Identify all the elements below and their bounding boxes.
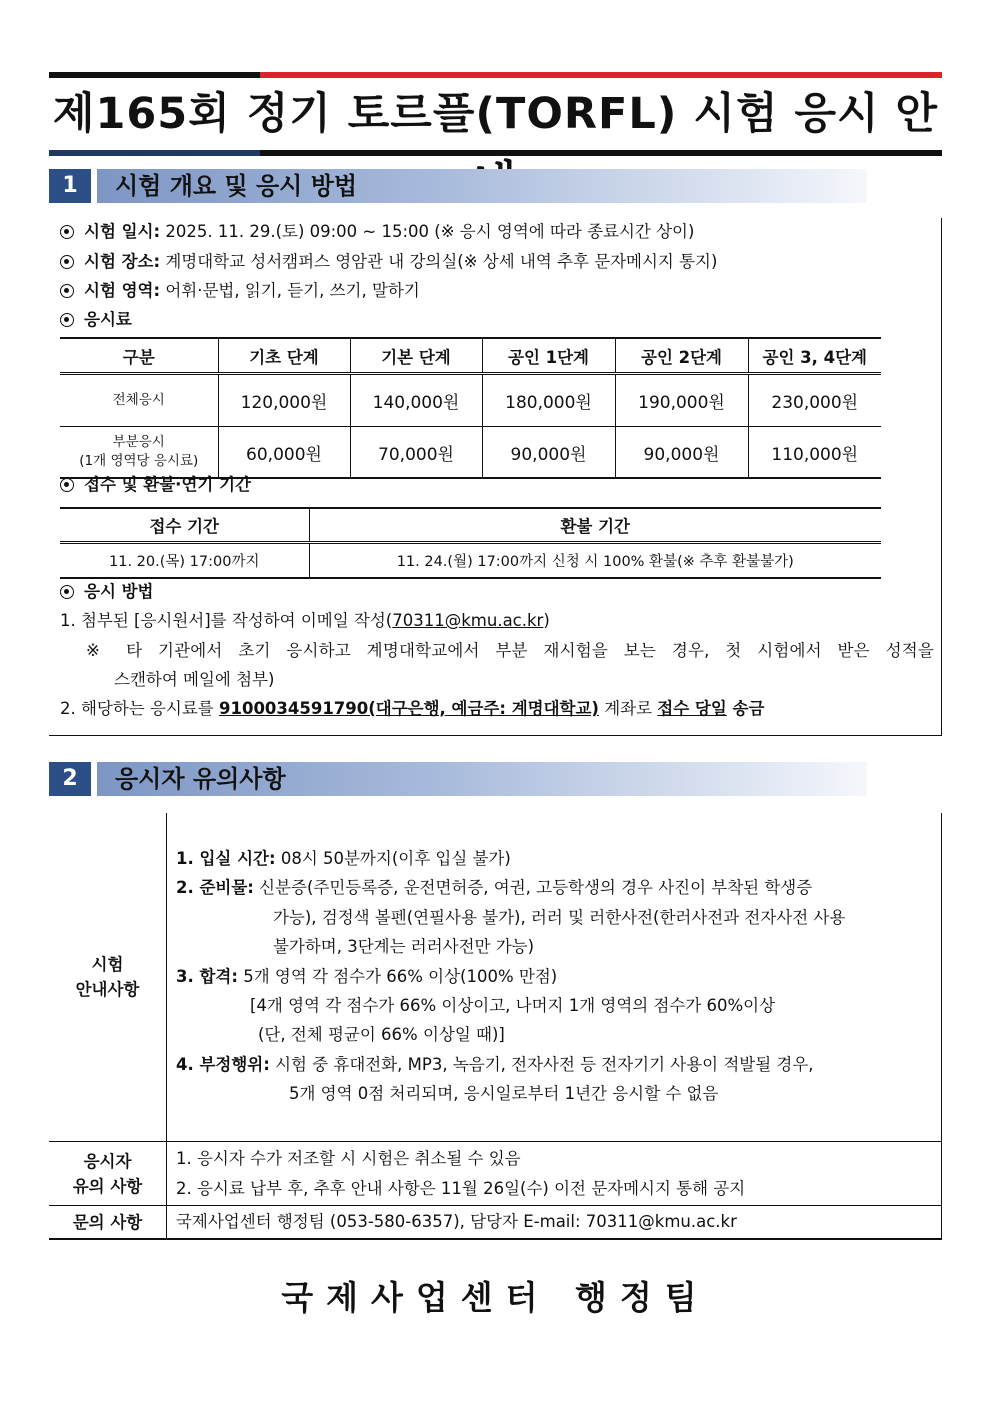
period-header: 환불 기간 (309, 508, 881, 543)
period-header: 접수 기간 (60, 508, 309, 543)
fee-cell: 180,000원 (482, 374, 615, 427)
fee-cell: 120,000원 (218, 374, 350, 427)
method-2-text: 2. 해당하는 응시료를 (60, 699, 219, 718)
fee-header: 공인 2단계 (615, 338, 748, 374)
method-heading-line (60, 580, 154, 604)
section-1-heading: 시험 개요 및 응시 방법 (97, 169, 867, 203)
table-row (60, 374, 881, 427)
method-1-text: 1. 첨부된 [응시원서]를 작성하여 이메일 작성( (60, 611, 393, 630)
table-row (49, 1206, 942, 1240)
page-title: 제165회 정기 토르플(TORFL) 시험 응시 안 (52, 89, 939, 139)
table-row (60, 543, 881, 579)
guide-item-2 (176, 873, 812, 903)
fee-row-label-main: 부분응시 (112, 434, 165, 450)
guide-item-2-text-2: 가능), 검정색 볼펜(연필사용 불가), 러러 및 러한사전(한러사전과 전자사전 사용 (272, 908, 846, 927)
guide-head (49, 813, 166, 1142)
guide-item-4-label: 4. 부정행위: (175, 1055, 270, 1074)
fee-row-label-sub: (1개 영역당 응시료) (79, 453, 199, 469)
title-rule-top-right (260, 72, 942, 78)
guide-item-3-text-3: (단, 전체 평균이 66% 이상일 때)] (257, 1025, 505, 1044)
exam-place-line (60, 250, 717, 274)
method-2 (60, 697, 764, 721)
exam-place-label: 시험 장소: (84, 252, 161, 271)
method-2-mid: 계좌로 (598, 699, 658, 718)
guide-item-1 (176, 844, 511, 874)
guide-head-2: 안내사항 (75, 980, 140, 999)
exam-date-value: 2025. 11. 29.(토) 09:00 ~ 15:00 (※ 응시 영역에 따라 종료시간 상이) (165, 222, 695, 241)
exam-date-line (60, 220, 694, 244)
exam-place-value: 계명대학교 성서캠퍼스 영암관 내 강의실(※ 상세 내역 추후 문자메시지 통지) (165, 252, 718, 271)
fee-cell: 70,000원 (350, 427, 482, 479)
exam-area-line (60, 279, 420, 303)
title-rule-bottom-left (49, 150, 260, 156)
fee-header: 기본 단계 (350, 338, 482, 374)
same-day-emphasis: 접수 당일 (657, 699, 727, 718)
guide-head-1: 시험 (91, 955, 124, 974)
caution-body (166, 1142, 941, 1206)
period-table (60, 507, 881, 579)
fee-cell: 230,000원 (748, 374, 881, 427)
exam-date-label: 시험 일시: (84, 222, 161, 241)
fee-header: 공인 1단계 (482, 338, 615, 374)
guide-item-3-text-1: 5개 영역 각 점수가 66% 이상(100% 만점) (237, 967, 558, 986)
fee-cell: 140,000원 (350, 374, 482, 427)
guide-item-3-label: 3. 합격: (175, 967, 238, 986)
guide-item-4-text-1: 시험 중 휴대전화, MP3, 녹음기, 전자사전 등 전자기기 사용이 적발될 경우, (269, 1055, 814, 1074)
bullet-icon (60, 225, 74, 239)
table-row (60, 427, 881, 479)
section-2-number: 2 (49, 762, 91, 796)
bank-account: 9100034591790(대구은행, 예금주: 계명대학교) (219, 699, 599, 718)
title-rule-bottom-right (260, 150, 942, 156)
caution-head-1: 응시자 (83, 1151, 132, 1171)
bullet-icon (60, 313, 74, 327)
guide-item-2-label: 2. 준비물: (175, 878, 254, 897)
contact-body (166, 1206, 941, 1240)
table-row (49, 813, 942, 1142)
method-1-suffix: ) (543, 611, 550, 630)
fee-row-label: 전체응시 (60, 374, 218, 427)
method-1-note-1: ※ 타 기관에서 초기 응시하고 계명대학교에서 부분 재시험을 보는 경우, 첫 시험에서 받은 성적을 (86, 641, 934, 660)
section-2-heading: 응시자 유의사항 (97, 762, 867, 796)
fee-row-label (60, 427, 218, 479)
guide-item-1-text: 08시 50분까지(이후 입실 불가) (275, 849, 511, 868)
fee-header: 기초 단계 (218, 338, 350, 374)
email-link[interactable]: 70311@kmu.ac.kr (392, 611, 544, 630)
method-1-note-2: 스캔하여 메일에 첨부) (114, 670, 275, 689)
caution-2: 2. 응시료 납부 후, 추후 안내 사항은 11월 26일(수) 이전 문자메시지 통해 공지 (175, 1178, 746, 1198)
period-cell: 11. 24.(월) 17:00까지 신청 시 100% 환불(※ 추후 환불불가) (309, 543, 881, 579)
fee-cell: 90,000원 (615, 427, 748, 479)
fee-cell: 110,000원 (748, 427, 881, 479)
guide-item-2-text-1: 신분증(주민등록증, 운전면허증, 여권, 고등학생의 경우 사진이 부착된 학생증 (253, 878, 813, 897)
exam-area-label: 시험 영역: (84, 281, 161, 300)
bullet-icon (60, 255, 74, 269)
caution-1: 1. 응시자 수가 저조할 시 시험은 취소될 수 있음 (175, 1149, 521, 1168)
guide-item-1-label: 1. 입실 시간: (175, 849, 276, 868)
fee-heading: 응시료 (84, 310, 132, 329)
fee-cell: 60,000원 (218, 427, 350, 479)
fee-cell: 190,000원 (615, 374, 748, 427)
bullet-icon (60, 478, 74, 492)
bullet-icon (60, 585, 74, 599)
guide-body (166, 813, 941, 1142)
fee-table (60, 337, 881, 479)
guide-item-3 (176, 962, 557, 992)
method-heading: 응시 방법 (84, 582, 154, 601)
title-rule-top-left (49, 72, 260, 78)
fee-header: 공인 3, 4단계 (748, 338, 881, 374)
period-cell: 11. 20.(목) 17:00까지 (60, 543, 309, 579)
period-heading: 접수 및 환불·연기 기간 (84, 475, 251, 494)
notice-table (49, 813, 942, 1240)
fee-cell: 90,000원 (482, 427, 615, 479)
fee-header: 구분 (60, 338, 218, 374)
guide-item-4 (176, 1050, 814, 1080)
contact-text: 국제사업센터 행정팀 (053-580-6357), 담당자 E-mail: 70311@kmu.ac.kr (175, 1212, 737, 1232)
section-1-number: 1 (49, 169, 91, 203)
exam-area-value: 어휘·문법, 읽기, 듣기, 쓰기, 말하기 (165, 281, 420, 300)
period-heading-line (60, 473, 251, 497)
guide-item-3-text-2: [4개 영역 각 점수가 66% 이상이고, 나머지 1개 영역의 점수가 60%이상 (249, 996, 776, 1015)
guide-item-4-text-2: 5개 영역 0점 처리되며, 응시일로부터 1년간 응시할 수 없음 (288, 1084, 719, 1103)
footer-department: 국제사업센터 행정팀 (281, 1278, 710, 1317)
method-2-end: 송금 (726, 699, 765, 718)
guide-item-2-text-3: 불가하며, 3단계는 러러사전만 가능) (272, 937, 535, 956)
caution-head-2: 유의 사항 (72, 1176, 143, 1196)
fee-heading-line (60, 308, 132, 332)
bullet-icon (60, 284, 74, 298)
method-1 (60, 609, 550, 633)
table-row (49, 1142, 942, 1206)
caution-head (49, 1142, 166, 1206)
contact-head: 문의 사항 (49, 1206, 166, 1240)
